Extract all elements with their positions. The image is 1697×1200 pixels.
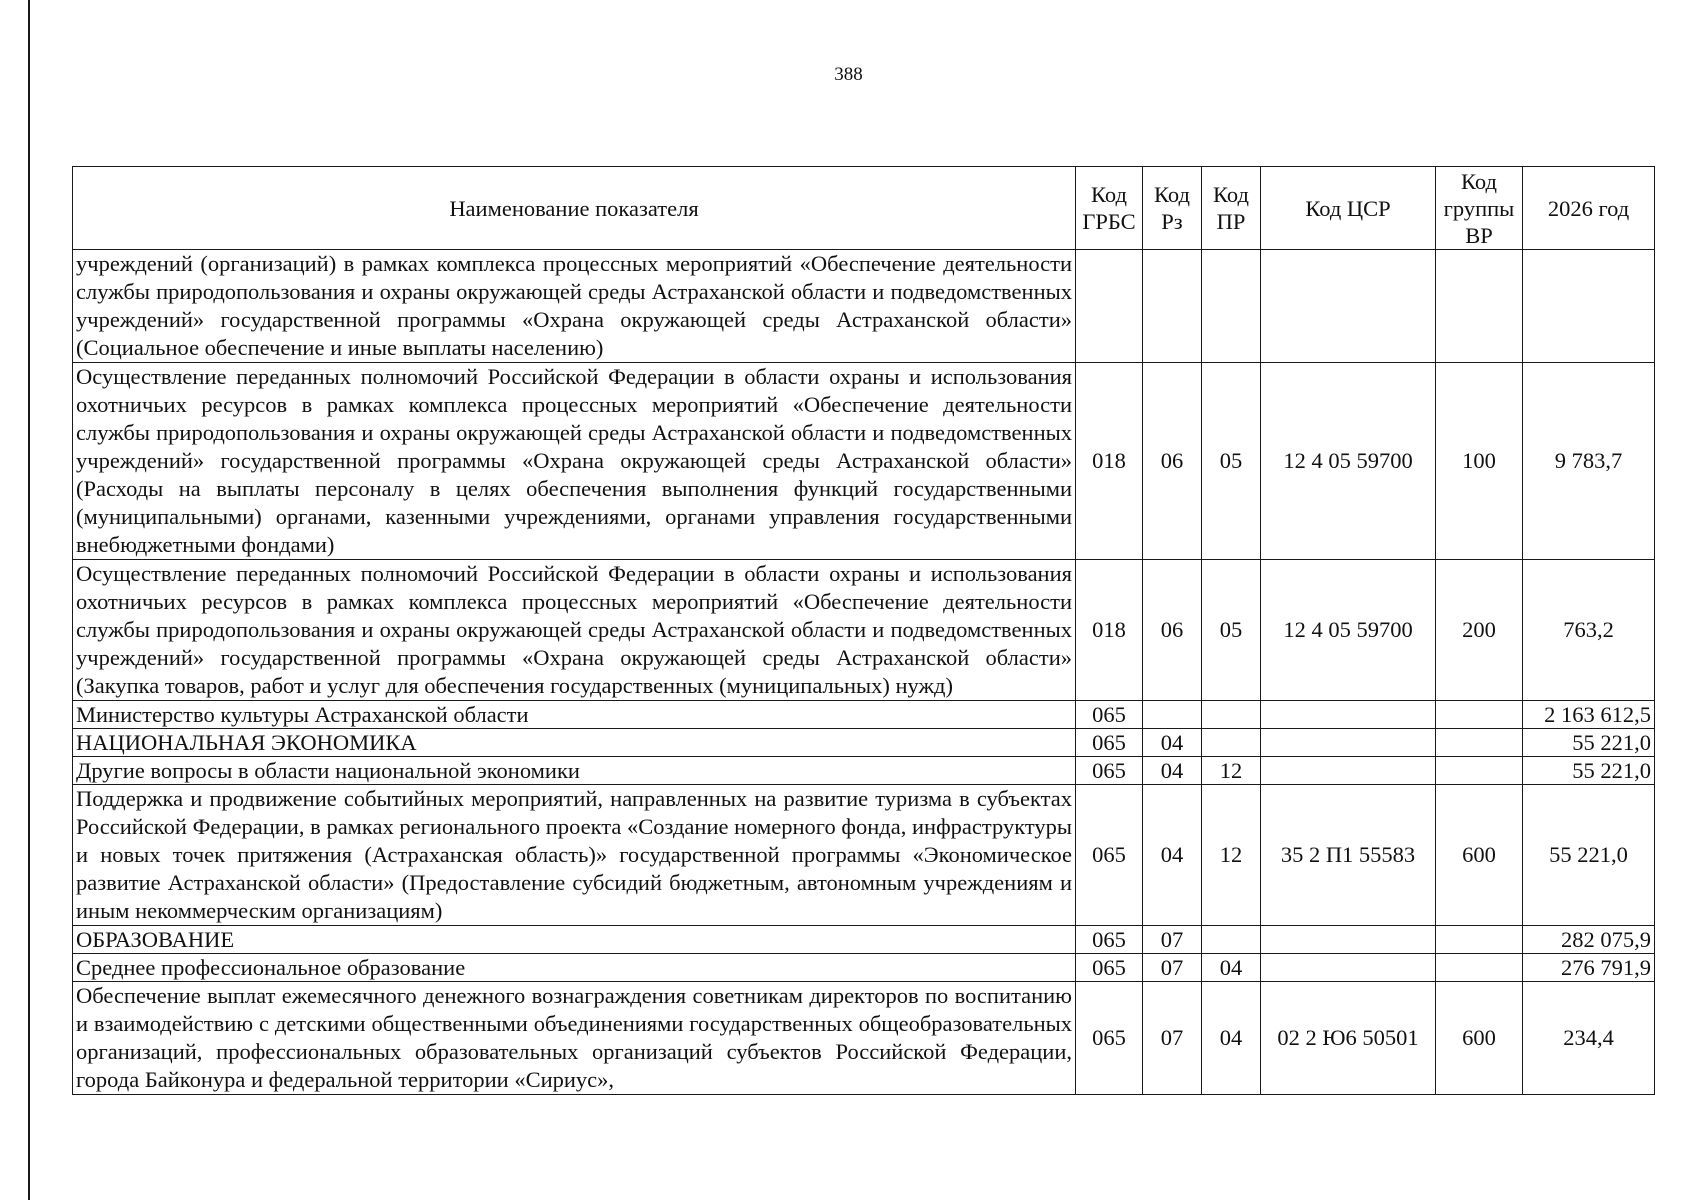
row-pr (1202, 926, 1261, 954)
row-amount: 55 221,0 (1523, 729, 1655, 757)
row-vr (1436, 926, 1523, 954)
row-csr (1261, 757, 1436, 785)
row-pr: 04 (1202, 954, 1261, 982)
row-grbs: 018 (1076, 363, 1143, 560)
table-row (73, 363, 1655, 560)
row-rz: 07 (1143, 982, 1202, 1095)
header-grbs: Код ГРБС (1076, 167, 1143, 250)
row-vr: 600 (1436, 785, 1523, 926)
row-amount: 276 791,9 (1523, 954, 1655, 982)
header-pr: Код ПР (1202, 167, 1261, 250)
row-name: Обеспечение выплат ежемесячного денежного вознаграждения советникам директоров по воспитанию и взаимодействию с детскими общественными объединениями государственных общеобразовательных организаций, профессиональных образовательных организаций субъектов Российской Федерации, города Байконура и федеральной территории «Сириус», (73, 982, 1076, 1095)
row-name: Другие вопросы в области национальной экономики (73, 757, 1076, 785)
row-pr (1202, 729, 1261, 757)
row-pr (1202, 250, 1261, 363)
row-grbs (1076, 250, 1143, 363)
row-vr (1436, 729, 1523, 757)
row-pr (1202, 701, 1261, 729)
row-vr: 600 (1436, 982, 1523, 1095)
row-vr: 100 (1436, 363, 1523, 560)
row-grbs: 065 (1076, 757, 1143, 785)
header-vr: Код группы ВР (1436, 167, 1523, 250)
table-row (73, 701, 1655, 729)
row-pr: 05 (1202, 560, 1261, 701)
row-pr: 04 (1202, 982, 1261, 1095)
row-vr (1436, 757, 1523, 785)
row-name: ОБРАЗОВАНИЕ (73, 926, 1076, 954)
row-csr: 35 2 П1 55583 (1261, 785, 1436, 926)
row-grbs: 065 (1076, 926, 1143, 954)
row-grbs: 065 (1076, 785, 1143, 926)
row-pr: 05 (1202, 363, 1261, 560)
row-csr: 02 2 Ю6 50501 (1261, 982, 1436, 1095)
row-csr (1261, 926, 1436, 954)
page-binding-line (28, 0, 30, 1200)
row-name: Осуществление переданных полномочий Российской Федерации в области охраны и использования охотничьих ресурсов в рамках комплекса процессных мероприятий «Обеспечение деятельности службы природопользования и охраны окружающей среды Астраханской области и подведомственных учреждений» государственной программы «Охрана окружающей среды Астраханской области» (Расходы на выплаты персоналу в целях обеспечения выполнения функций государственными (муниципальными) органами, казенными учреждениями, органами управления государственными внебюджетными фондами) (73, 363, 1076, 560)
row-csr: 12 4 05 59700 (1261, 560, 1436, 701)
row-csr (1261, 701, 1436, 729)
row-rz: 06 (1143, 560, 1202, 701)
row-grbs: 065 (1076, 701, 1143, 729)
row-rz (1143, 701, 1202, 729)
row-csr: 12 4 05 59700 (1261, 363, 1436, 560)
row-amount: 763,2 (1523, 560, 1655, 701)
row-rz: 04 (1143, 785, 1202, 926)
page-number: 388 (834, 64, 863, 85)
table-row (73, 560, 1655, 701)
row-csr (1261, 729, 1436, 757)
row-rz: 07 (1143, 954, 1202, 982)
row-rz: 07 (1143, 926, 1202, 954)
row-csr (1261, 954, 1436, 982)
table-row (73, 926, 1655, 954)
row-amount: 55 221,0 (1523, 785, 1655, 926)
table-row (73, 729, 1655, 757)
row-vr: 200 (1436, 560, 1523, 701)
row-name: НАЦИОНАЛЬНАЯ ЭКОНОМИКА (73, 729, 1076, 757)
budget-table (72, 166, 1655, 1095)
table-row (73, 250, 1655, 363)
row-grbs: 065 (1076, 982, 1143, 1095)
row-csr (1261, 250, 1436, 363)
row-rz (1143, 250, 1202, 363)
row-name: Осуществление переданных полномочий Российской Федерации в области охраны и использования охотничьих ресурсов в рамках комплекса процессных мероприятий «Обеспечение деятельности службы природопользования и охраны окружающей среды Астраханской области и подведомственных учреждений» государственной программы «Охрана окружающей среды Астраханской области» (Закупка товаров, работ и услуг для обеспечения государственных (муниципальных) нужд) (73, 560, 1076, 701)
row-name: Среднее профессиональное образование (73, 954, 1076, 982)
table-row (73, 954, 1655, 982)
row-amount: 9 783,7 (1523, 363, 1655, 560)
row-grbs: 065 (1076, 954, 1143, 982)
header-name: Наименование показателя (73, 167, 1076, 250)
row-rz: 04 (1143, 757, 1202, 785)
row-grbs: 065 (1076, 729, 1143, 757)
row-rz: 06 (1143, 363, 1202, 560)
table-row (73, 757, 1655, 785)
row-name: Министерство культуры Астраханской области (73, 701, 1076, 729)
row-amount: 282 075,9 (1523, 926, 1655, 954)
row-rz: 04 (1143, 729, 1202, 757)
row-amount: 55 221,0 (1523, 757, 1655, 785)
header-csr: Код ЦСР (1261, 167, 1436, 250)
row-vr (1436, 701, 1523, 729)
header-year: 2026 год (1523, 167, 1655, 250)
table-header-row (73, 167, 1655, 250)
table-row (73, 785, 1655, 926)
row-name: учреждений (организаций) в рамках комплекса процессных мероприятий «Обеспечение деятельности службы природопользования и охраны окружающей среды Астраханской области и подведомственных учреждений» государственной программы «Охрана окружающей среды Астраханской области» (Социальное обеспечение и иные выплаты населению) (73, 250, 1076, 363)
row-amount: 2 163 612,5 (1523, 701, 1655, 729)
row-vr (1436, 250, 1523, 363)
row-amount (1523, 250, 1655, 363)
row-vr (1436, 954, 1523, 982)
row-pr: 12 (1202, 785, 1261, 926)
table-row (73, 982, 1655, 1095)
row-amount: 234,4 (1523, 982, 1655, 1095)
row-name: Поддержка и продвижение событийных мероприятий, направленных на развитие туризма в субъектах Российской Федерации, в рамках регионального проекта «Создание номерного фонда, инфраструктуры и новых точек притяжения (Астраханская область)» государственной программы «Экономическое развитие Астраханской области» (Предоставление субсидий бюджетным, автономным учреждениям и иным некоммерческим организациям) (73, 785, 1076, 926)
row-grbs: 018 (1076, 560, 1143, 701)
header-rz: Код Рз (1143, 167, 1202, 250)
row-pr: 12 (1202, 757, 1261, 785)
